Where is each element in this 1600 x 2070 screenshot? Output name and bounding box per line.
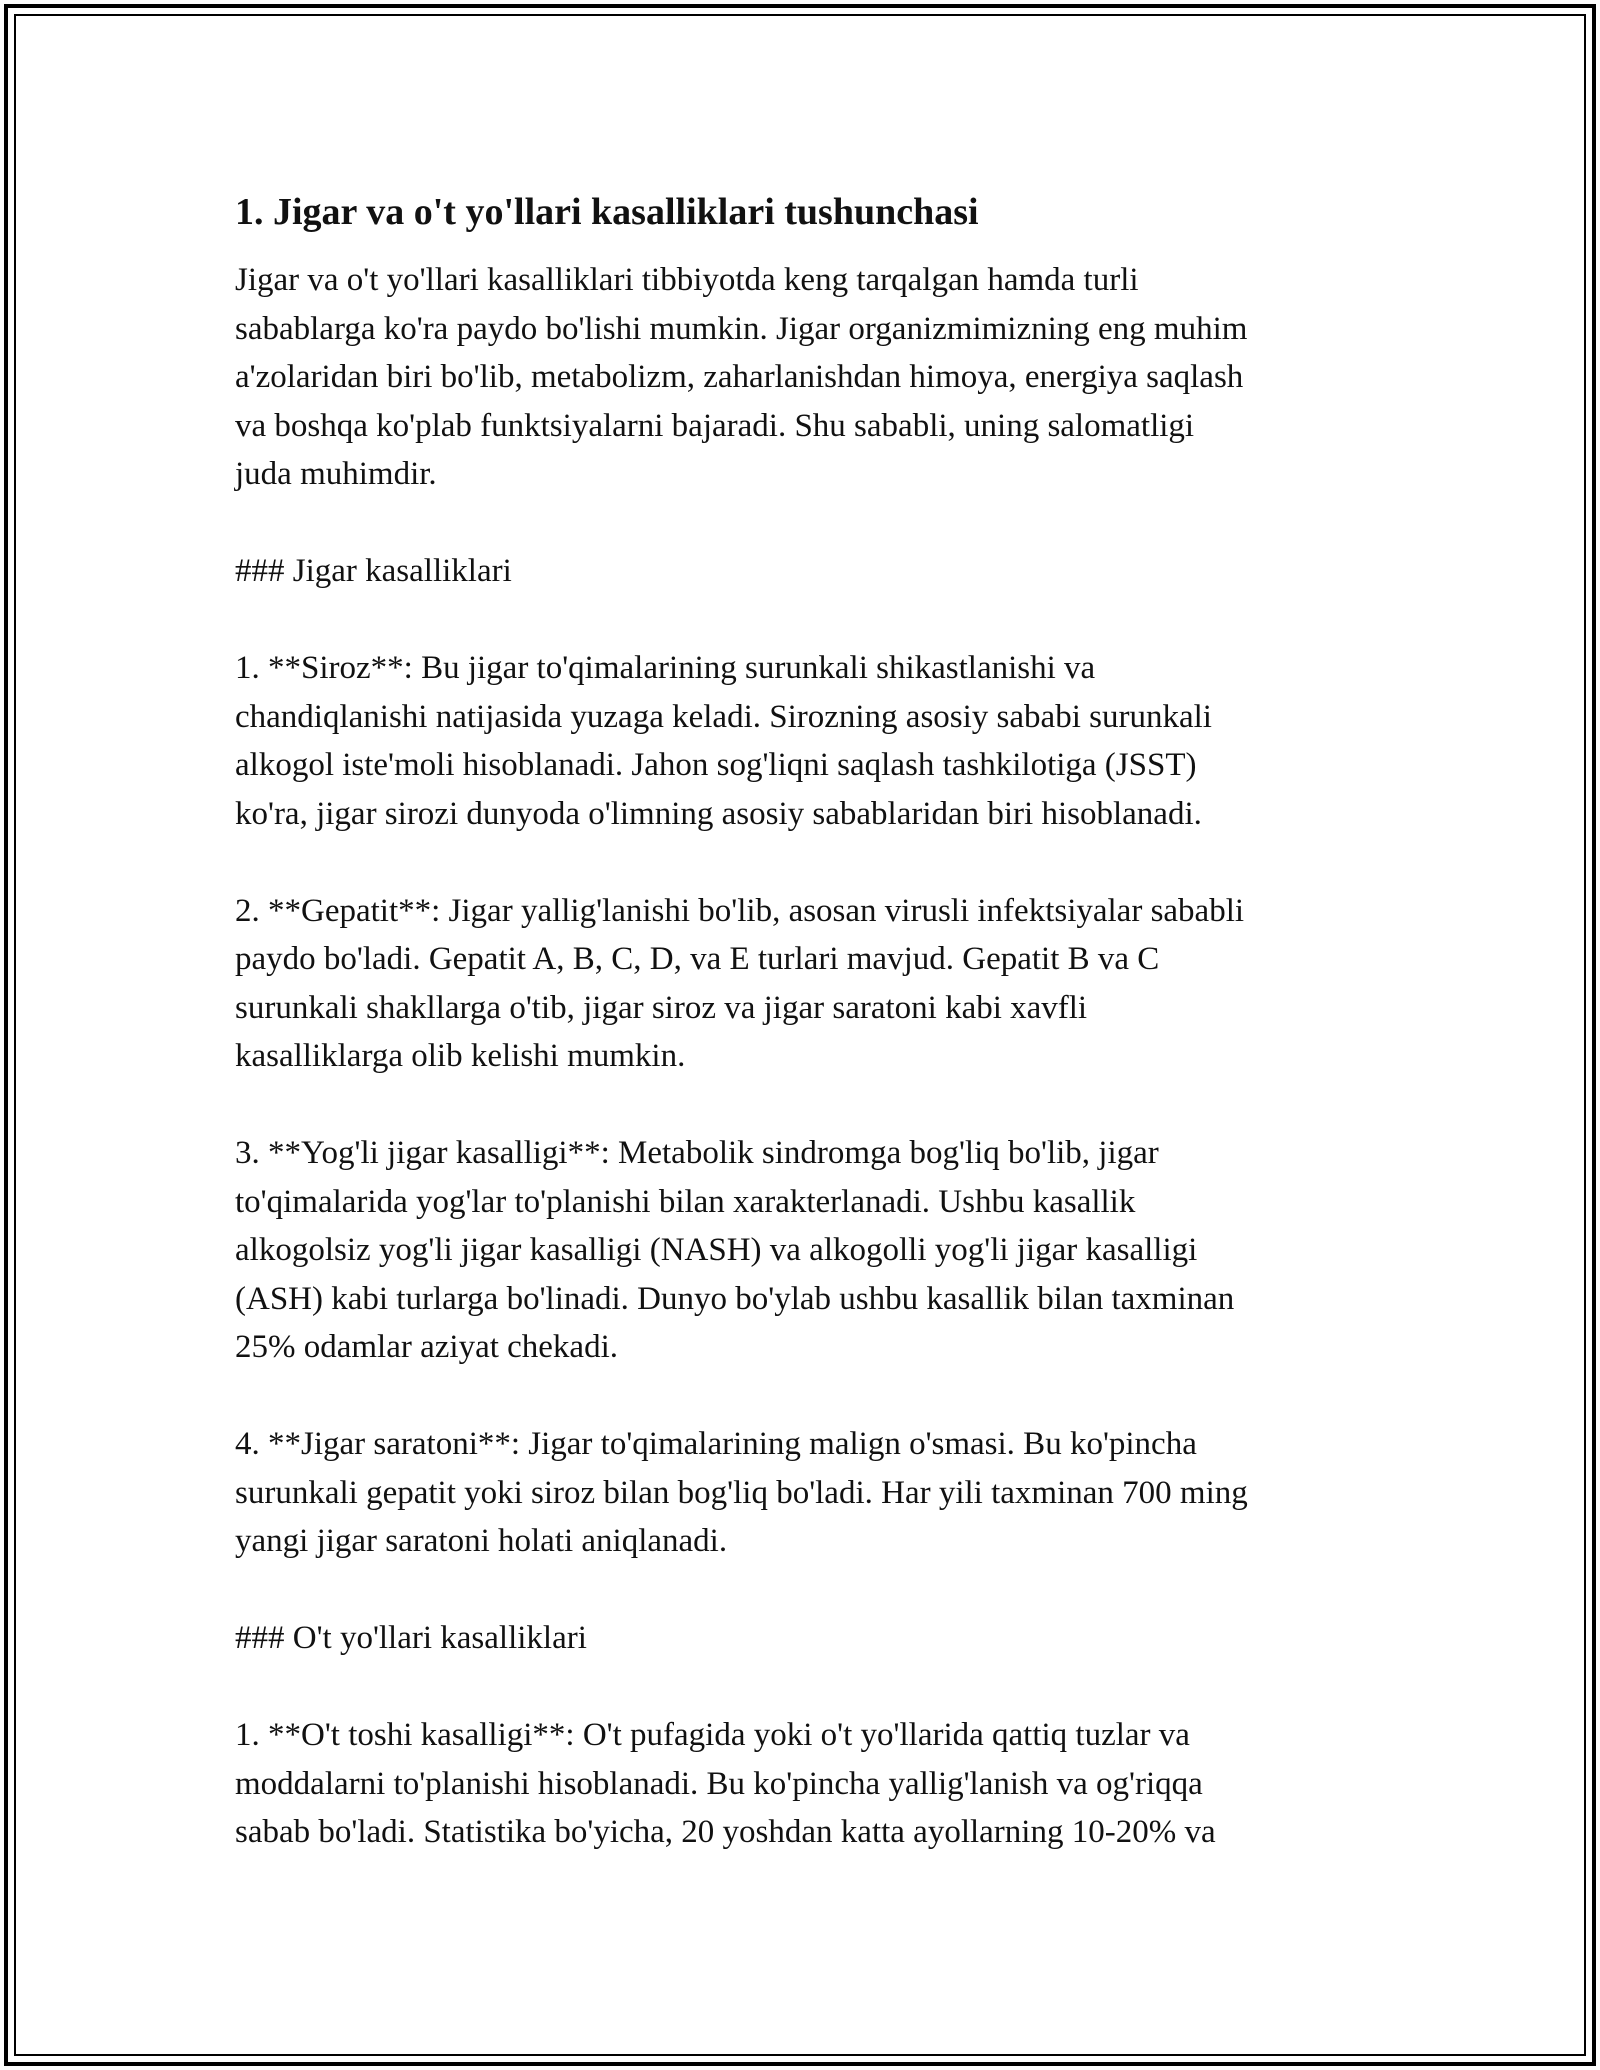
list-item-cirrhosis: 1. **Siroz**: Bu jigar to'qimalarining surunkali shikastlanishi va chandiqlanishi natijasida yuzaga keladi. Sirozning asosiy sababi surunkali alkogol iste'moli hisoblanadi. Jahon sog'liqni saqlash tashkilotiga (JSST) ko'ra, jigar sirozi dunyoda o'limning asosiy sabablaridan biri hisoblanadi. bbox=[235, 650, 1212, 832]
list-item-fatty-liver: 3. **Yog'li jigar kasalligi**: Metabolik sindromga bog'liq bo'lib, jigar to'qimalarida yog'lar to'planishi bilan xarakterlanadi. Ushbu kasallik alkogolsiz yog'li jigar kasalligi (NASH) va alkogolli yog'li jigar kasalligi (ASH) kabi turlarga bo'linadi. Dunyo bo'ylab ushbu kasallik bilan taxminan 25% odamlar aziyat chekadi. bbox=[235, 1135, 1235, 1365]
section-heading-liver-diseases: ### Jigar kasalliklari bbox=[235, 553, 512, 589]
document-body bbox=[235, 186, 1365, 1905]
document-title: 1. Jigar va o't yo'llari kasalliklari tushunchasi bbox=[235, 191, 979, 233]
intro-paragraph: Jigar va o't yo'llari kasalliklari tibbiyotda keng tarqalgan hamda turli sabablarga ko'ra paydo bo'lishi mumkin. Jigar organizmimizning eng muhim a'zolaridan biri bo'lib, metabolizm, zaharlanishdan himoya, energiya saqlash va boshqa ko'plab funktsiyalarni bajaradi. Shu sababli, uning salomatligi juda muhimdir. bbox=[235, 262, 1248, 492]
list-item-hepatitis: 2. **Gepatit**: Jigar yallig'lanishi bo'lib, asosan virusli infektsiyalar sababli paydo bo'ladi. Gepatit A, B, C, D, va E turlari mavjud. Gepatit B va C surunkali shakllarga o'tib, jigar siroz va jigar saratoni kabi xavfli kasalliklarga olib kelishi mumkin. bbox=[235, 892, 1245, 1074]
list-item-liver-cancer: 4. **Jigar saratoni**: Jigar to'qimalarining malign o'smasi. Bu ko'pincha surunkali gepatit yoki siroz bilan bog'liq bo'ladi. Har yili taxminan 700 ming yangi jigar saratoni holati aniqlanadi. bbox=[235, 1426, 1248, 1559]
list-item-gallstone: 1. **O't toshi kasalligi**: O't pufagida yoki o't yo'llarida qattiq tuzlar va moddalarni to'planishi hisoblanadi. Bu ko'pincha yallig'lanish va og'riqqa sabab bo'ladi. Statistika bo'yicha, 20 yoshdan katta ayollarning 10-20% va bbox=[235, 1717, 1216, 1850]
section-heading-biliary-diseases: ### O't yo'llari kasalliklari bbox=[235, 1620, 587, 1656]
